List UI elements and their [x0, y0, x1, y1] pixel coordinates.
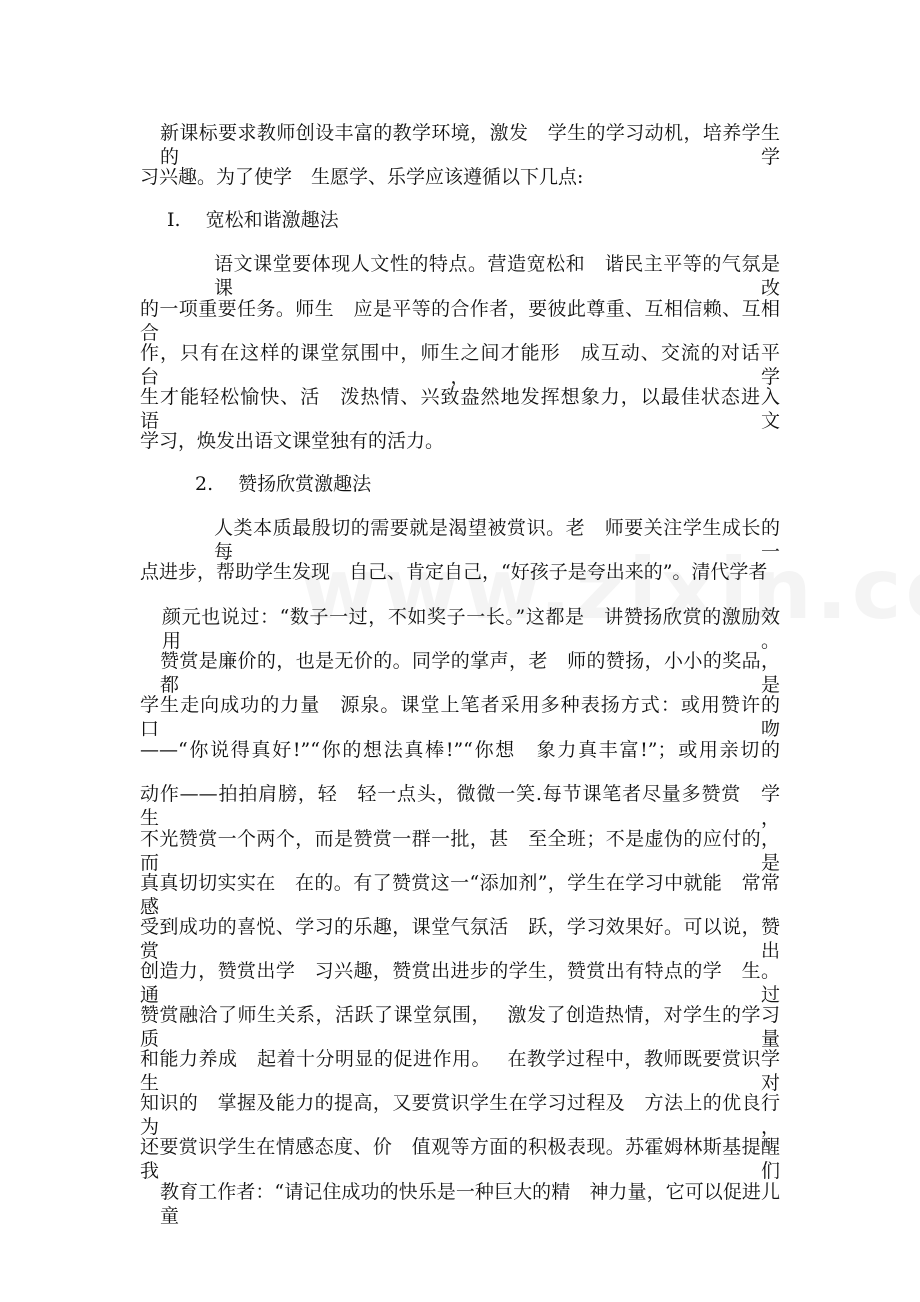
- paragraph-line: 知识的 掌握及能力的提高，又要赏识学生在学习过程及 方法上的优良行为，: [140, 1092, 780, 1138]
- paragraph-line: 点进步，帮助学生发现 自己、肯定自己，“好孩子是夸出来的”。清代学者: [140, 561, 768, 583]
- paragraph-line: 还要赏识学生在情感态度、价 值观等方面的积极表现。苏霍姆林斯基提醒我们: [140, 1136, 780, 1182]
- paragraph-line: 新课标要求教师创设丰富的教学环境，激发 学生的学习动机，培养学生的学: [160, 122, 780, 168]
- paragraph-line: 创造力，赞赏出学 习兴趣，赞赏出进步的学生，赞赏出有特点的学 生。通过: [140, 960, 780, 1006]
- paragraph-line: 学习，焕发出语文课堂独有的活力。: [140, 430, 445, 452]
- paragraph-line: 生才能轻松愉快、活 泼热情、兴致盎然地发挥想象力，以最佳状态进入 语文: [140, 386, 800, 432]
- paragraph-line: 人类本质最殷切的需要就是渴望被赏识。老 师要关注学生成长的每一: [214, 517, 780, 563]
- paragraph-line: 真真切切实实在 在的。有了赞赏这一“添加剂”，学生在学习中就能 常常感: [140, 872, 780, 918]
- paragraph-line: 颜元也说过：“数子一过，不如奖子一长。”这都是 讲赞扬欣赏的激励效用。: [162, 606, 780, 652]
- paragraph-line: ——“你说得真好!”“你的想法真棒!”“你想 象力真丰富!”；或用亲切的: [140, 739, 780, 761]
- paragraph-line: 赞赏是廉价的，也是无价的。同学的掌声，老 师的赞扬，小小的奖品，都是: [160, 650, 780, 696]
- paragraph-line: 不光赞赏一个两个，而是赞赏一群一批，甚 至全班；不是虚伪的应付的，而是: [140, 828, 780, 874]
- paragraph-line: 动作——拍拍肩膀，轻 轻一点头，微微一笑.每节课笔者尽量多赞赏 学生，: [140, 783, 780, 829]
- paragraph-line: 教育工作者：“请记住成功的快乐是一种巨大的精 神力量，它可以促进儿童: [160, 1181, 780, 1227]
- section-heading: 2. 赞扬欣赏激趣法: [195, 473, 372, 495]
- paragraph-line: 和能力养成 起着十分明显的促进作用。 在教学过程中，教师既要赏识学生对: [140, 1048, 780, 1094]
- paragraph-line: 习兴趣。为了使学 生愿学、乐学应该遵循以下几点:: [140, 166, 584, 188]
- paragraph-line: 学生走向成功的力量 源泉。课堂上笔者采用多种表扬方式：或用赞许的 口吻: [140, 694, 800, 740]
- paragraph-line: 的一项重要任务。师生 应是平等的合作者，要彼此尊重、互相信赖、互相 合: [140, 298, 800, 344]
- paragraph-line: 语文课堂要体现人文性的特点。营造宽松和 谐民主平等的气氛是课改: [214, 253, 780, 299]
- section-heading: Ⅰ. 宽松和谐激趣法: [167, 209, 339, 231]
- paragraph-line: 受到成功的喜悦、学习的乐趣，课堂气氛活 跃，学习效果好。可以说，赞赏出: [140, 916, 780, 962]
- paragraph-line: 作，只有在这样的课堂氛围中，师生之间才能形 成互动、交流的对话平台，学: [140, 342, 780, 388]
- paragraph-line: 赞赏融洽了师生关系，活跃了课堂氛围， 激发了创造热情，对学生的学习质量: [140, 1004, 780, 1050]
